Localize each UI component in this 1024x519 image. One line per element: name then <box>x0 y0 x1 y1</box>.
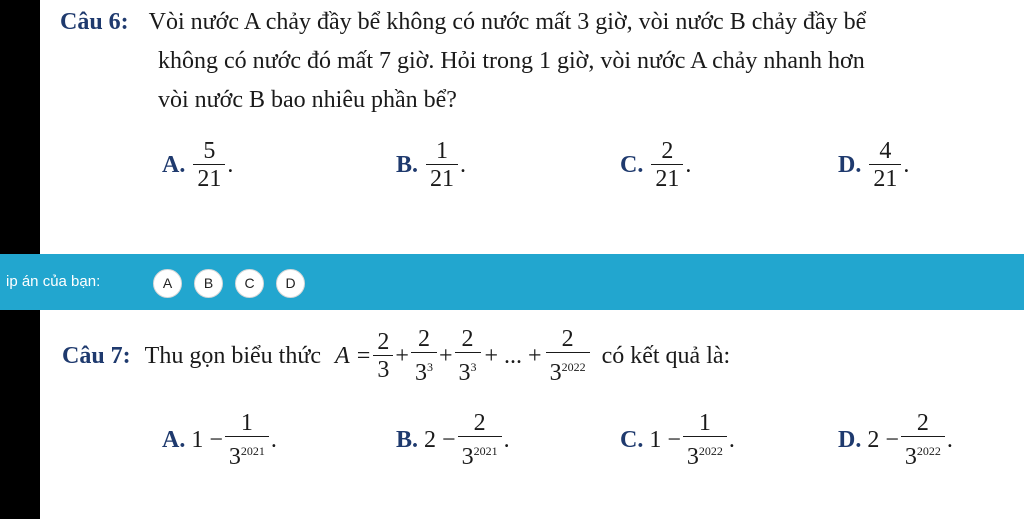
denominator <box>458 436 502 471</box>
question-7-prefix: Thu gọn biểu thức <box>144 343 321 369</box>
option-tail: . <box>728 427 735 453</box>
term-fraction <box>373 329 393 384</box>
option-letter: A. <box>162 152 186 178</box>
numerator: 2 <box>661 138 674 164</box>
question-7-option-c <box>620 410 735 471</box>
numerator: 1 <box>698 410 711 436</box>
question-6-line-3: vòi nước B bao nhiêu phần bể? <box>158 87 457 113</box>
question-6-option-b <box>396 138 466 193</box>
question-7-panel <box>40 310 1024 519</box>
exponent: 2022 <box>698 444 723 458</box>
answer-choice-c[interactable]: C <box>235 269 264 298</box>
term-fraction <box>455 326 481 387</box>
denominator <box>455 352 481 387</box>
base: 3 <box>228 444 241 470</box>
plus-sign: + <box>395 343 409 369</box>
denominator <box>411 352 437 387</box>
answer-choice-b[interactable]: B <box>194 269 223 298</box>
expression-lhs: A = <box>334 343 372 369</box>
base: 3 <box>461 444 474 470</box>
fraction <box>901 410 945 471</box>
fraction <box>869 138 901 193</box>
numerator: 2 <box>473 410 486 436</box>
answer-choice-d[interactable]: D <box>276 269 305 298</box>
exponent: 2022 <box>561 360 586 374</box>
option-letter: B. <box>396 152 419 178</box>
option-tail: . <box>946 427 953 453</box>
question-6-text-1: Vòi nước A chảy đầy bể không có nước mất 3 giờ, vòi nước B chảy đầy bể <box>148 9 867 35</box>
question-7-option-b <box>396 410 510 471</box>
numerator: 4 <box>879 138 892 164</box>
question-6-option-c <box>620 138 691 193</box>
fraction <box>193 138 225 193</box>
exponent: 3 <box>470 360 477 374</box>
ellipsis: + ... + <box>484 343 542 369</box>
denominator <box>901 436 945 471</box>
question-7-option-d <box>838 410 953 471</box>
fraction <box>651 138 683 193</box>
base: 3 <box>549 360 562 386</box>
option-lead: 2 − <box>867 427 899 453</box>
exponent: 3 <box>426 360 433 374</box>
option-tail: . <box>903 152 910 178</box>
base: 3 <box>686 444 699 470</box>
option-letter: D. <box>838 152 862 178</box>
base: 3 <box>414 360 427 386</box>
option-tail: . <box>460 152 467 178</box>
answer-bar-label: ip án của bạn: <box>6 273 101 290</box>
denominator <box>373 355 393 384</box>
denominator: 21 <box>869 164 901 193</box>
fraction <box>426 138 458 193</box>
numerator: 2 <box>461 326 474 352</box>
question-6-option-a <box>162 138 233 193</box>
option-tail: . <box>270 427 277 453</box>
numerator: 5 <box>203 138 216 164</box>
option-tail: . <box>503 427 510 453</box>
numerator: 1 <box>436 138 449 164</box>
question-6-line-2: không có nước đó mất 7 giờ. Hỏi trong 1 giờ, vòi nước A chảy nhanh hơn <box>158 48 865 74</box>
option-letter: C. <box>620 152 644 178</box>
numerator: 2 <box>377 329 390 355</box>
option-letter: D. <box>838 427 862 453</box>
question-7-line <box>62 326 730 387</box>
question-7-suffix: có kết quả là: <box>601 343 731 369</box>
fraction <box>225 410 269 471</box>
option-lead: 2 − <box>424 427 456 453</box>
option-tail: . <box>685 152 692 178</box>
option-letter: A. <box>162 427 186 453</box>
answer-selection-bar <box>0 254 1024 310</box>
denominator <box>546 352 590 387</box>
denominator: 21 <box>426 164 458 193</box>
denominator <box>225 436 269 471</box>
numerator: 2 <box>417 326 430 352</box>
term-fraction <box>546 326 590 387</box>
term-fraction <box>411 326 437 387</box>
base: 3 <box>458 360 471 386</box>
question-6-line-1 <box>60 8 866 36</box>
exponent: 2021 <box>240 444 265 458</box>
question-7-option-a <box>162 410 277 471</box>
question-6-panel <box>40 0 1024 254</box>
answer-choice-a[interactable]: A <box>153 269 182 298</box>
base: 3 <box>377 357 390 383</box>
denominator <box>683 436 727 471</box>
option-letter: C. <box>620 427 644 453</box>
exponent: 2022 <box>916 444 941 458</box>
numerator: 2 <box>916 410 929 436</box>
option-letter: B. <box>396 427 419 453</box>
question-7-label: Câu 7: <box>62 343 131 369</box>
option-lead: 1 − <box>191 427 223 453</box>
fraction <box>683 410 727 471</box>
plus-sign: + <box>438 343 453 369</box>
option-tail: . <box>227 152 234 178</box>
denominator: 21 <box>651 164 683 193</box>
base: 3 <box>904 444 917 470</box>
question-6-option-d <box>838 138 909 193</box>
option-lead: 1 − <box>649 427 681 453</box>
exponent: 2021 <box>473 444 498 458</box>
question-6-label: Câu 6: <box>60 9 129 35</box>
numerator: 2 <box>561 326 574 352</box>
fraction <box>458 410 502 471</box>
denominator: 21 <box>193 164 225 193</box>
numerator: 1 <box>240 410 253 436</box>
